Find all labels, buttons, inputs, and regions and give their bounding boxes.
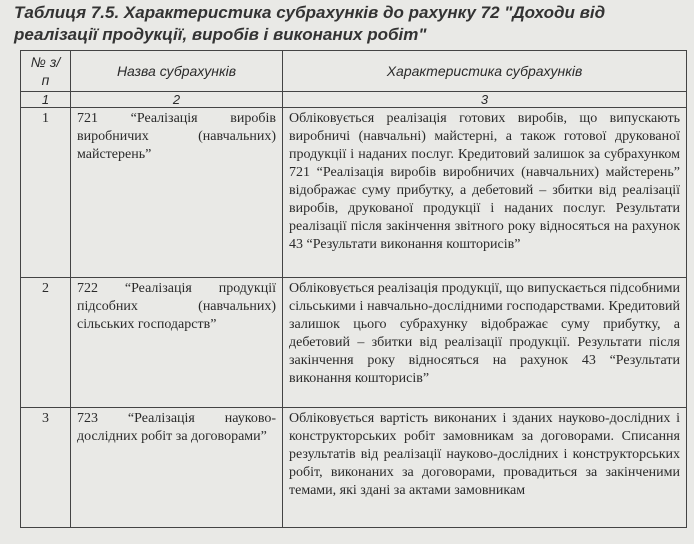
table-row (21, 408, 687, 528)
table-caption-label: Таблиця 7.5. (14, 3, 120, 22)
subaccount-name: 723 “Реалізація науково-дослідних робіт за договорами” (71, 408, 283, 528)
row-number: 1 (21, 108, 71, 278)
subaccount-name: 721 “Реалізація виробів виробничих (навчальних) майстерень” (71, 108, 283, 278)
subaccounts-table (20, 50, 687, 528)
table-row (21, 108, 687, 278)
column-number-row (21, 92, 687, 108)
row-number: 2 (21, 278, 71, 408)
table-row (21, 278, 687, 408)
subaccount-description: Обліковується реалізація готових виробів, що випускають виробничі (навчальні) майстерні, а також готової друкованої продукції і наданих послуг. Кредитовий залишок за субрахунком 721 “Реалізація виробів виробничих (навчальних) майстерень” відображає суму прибутку, а дебетовий – збитки від реалізації виробів, друкованої продукції і наданих послуг. Результати реалізації після закінчення звітного року відносяться на рахунок 43 “Результати виконання кошторисів” (283, 108, 687, 278)
row-number: 3 (21, 408, 71, 528)
table-caption-text: Характеристика субрахунків до рахунку 72 "Доходи від реалізації продукції, виробів і виконаних робіт" (14, 3, 606, 44)
table-header-row (21, 51, 687, 92)
subaccount-description: Обліковується реалізація продукції, що випускається підсобними сільськими і навчально-дослідними господарствами. Кредитовий залишок цього субрахунку відображає суму прибутку, а дебетовий – збитки від реалізації продукції. Результати після закінчення року відносяться на рахунок 43 “Результати виконання кошторисів” (283, 278, 687, 408)
header-description: Характеристика субрахунків (283, 51, 687, 92)
header-number: № з/п (21, 51, 71, 92)
table-caption (14, 2, 684, 46)
column-number: 3 (283, 92, 687, 108)
column-number: 2 (71, 92, 283, 108)
subaccount-name: 722 “Реалізація продукції підсобних (навчальних) сільських господарств” (71, 278, 283, 408)
column-number: 1 (21, 92, 71, 108)
subaccount-description: Обліковується вартість виконаних і зданих науково-дослідних і конструкторських робіт замовникам за договорами. Списання результатів від реалізації науково-дослідних і конструкторських робіт, виконаних за договорами, провадиться за закінченими темами, які здані за актами замовникам (283, 408, 687, 528)
header-name: Назва субрахунків (71, 51, 283, 92)
